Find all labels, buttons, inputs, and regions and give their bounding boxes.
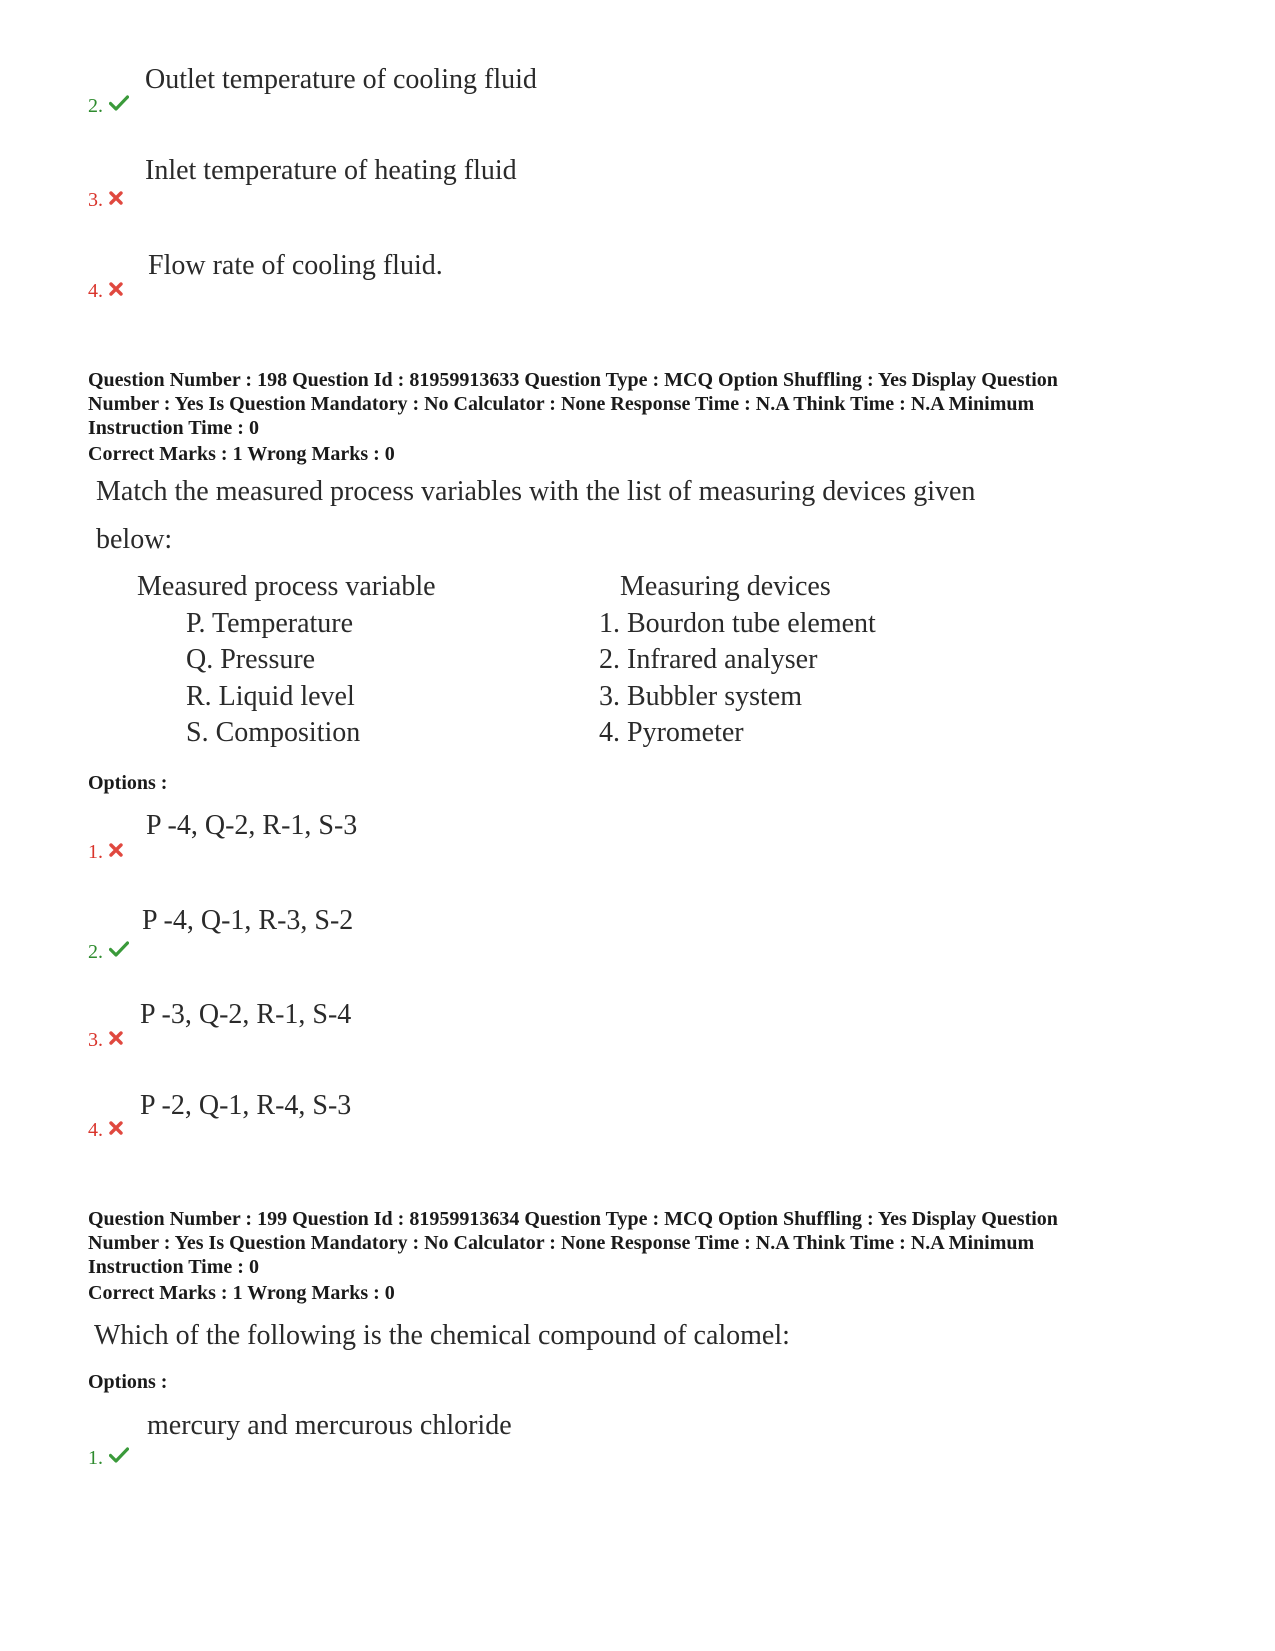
option-number-label: 2.: [88, 941, 103, 963]
meta-line: Number : Yes Is Question Mandatory : No Calculator : None Response Time : N.A Think Time : N.A Minimum: [88, 393, 1035, 415]
option-number: [88, 1120, 123, 1140]
option-number-label: 2.: [88, 95, 103, 117]
right-column-header: Measuring devices: [620, 571, 831, 602]
cross-icon: [109, 1121, 123, 1135]
option-text: P -4, Q-2, R-1, S-3: [146, 810, 358, 841]
question-meta: [88, 1207, 1198, 1279]
option-number: [88, 281, 123, 301]
right-item: 3. Bubbler system: [599, 681, 802, 712]
right-item: 2. Infrared analyser: [599, 644, 818, 675]
option-number: [88, 190, 123, 210]
option-text: Inlet temperature of heating fluid: [145, 155, 517, 186]
left-item: R. Liquid level: [186, 681, 355, 712]
option-number-label: 3.: [88, 1029, 103, 1051]
marks-info: Correct Marks : 1 Wrong Marks : 0: [88, 1282, 395, 1304]
option-number: [88, 1030, 123, 1050]
check-icon: [109, 95, 129, 111]
options-label: Options :: [88, 1371, 168, 1393]
cross-icon: [109, 191, 123, 205]
cross-icon: [109, 1031, 123, 1045]
left-item: P. Temperature: [186, 608, 354, 639]
left-column-header: Measured process variable: [137, 571, 436, 602]
cross-icon: [109, 843, 123, 857]
option-number-label: 1.: [88, 841, 103, 863]
option-number-label: 4.: [88, 1119, 103, 1141]
option-text: P -4, Q-1, R-3, S-2: [142, 905, 354, 936]
check-icon: [109, 1447, 129, 1463]
right-item: 4. Pyrometer: [599, 717, 744, 748]
option-number-label: 4.: [88, 280, 103, 302]
option-number: [88, 1447, 129, 1468]
question-text: below:: [96, 524, 173, 555]
meta-line: Number : Yes Is Question Mandatory : No Calculator : None Response Time : N.A Think Time : N.A Minimum: [88, 1232, 1035, 1254]
question-text: Which of the following is the chemical compound of calomel:: [94, 1320, 790, 1351]
options-label: Options :: [88, 772, 168, 794]
question-text: Match the measured process variables with the list of measuring devices given: [96, 476, 976, 507]
meta-line: Instruction Time : 0: [88, 1256, 259, 1278]
option-number: [88, 95, 129, 116]
option-number-label: 1.: [88, 1447, 103, 1469]
option-number: [88, 842, 123, 862]
left-item: S. Composition: [186, 717, 361, 748]
meta-line: Question Number : 199 Question Id : 81959913634 Question Type : MCQ Option Shuffling : Yes Display Question: [88, 1208, 1058, 1230]
option-number-label: 3.: [88, 189, 103, 211]
marks-info: Correct Marks : 1 Wrong Marks : 0: [88, 443, 395, 465]
check-icon: [109, 941, 129, 957]
question-meta: [88, 368, 1198, 440]
option-text: Outlet temperature of cooling fluid: [145, 64, 537, 95]
meta-line: Question Number : 198 Question Id : 81959913633 Question Type : MCQ Option Shuffling : Yes Display Question: [88, 369, 1058, 391]
cross-icon: [109, 282, 123, 296]
option-text: P -3, Q-2, R-1, S-4: [140, 999, 352, 1030]
option-text: P -2, Q-1, R-4, S-3: [140, 1090, 352, 1121]
left-item: Q. Pressure: [186, 644, 316, 675]
right-item: 1. Bourdon tube element: [599, 608, 876, 639]
option-text: mercury and mercurous chloride: [147, 1410, 512, 1441]
meta-line: Instruction Time : 0: [88, 417, 259, 439]
option-number: [88, 941, 129, 962]
option-text: Flow rate of cooling fluid.: [148, 250, 443, 281]
